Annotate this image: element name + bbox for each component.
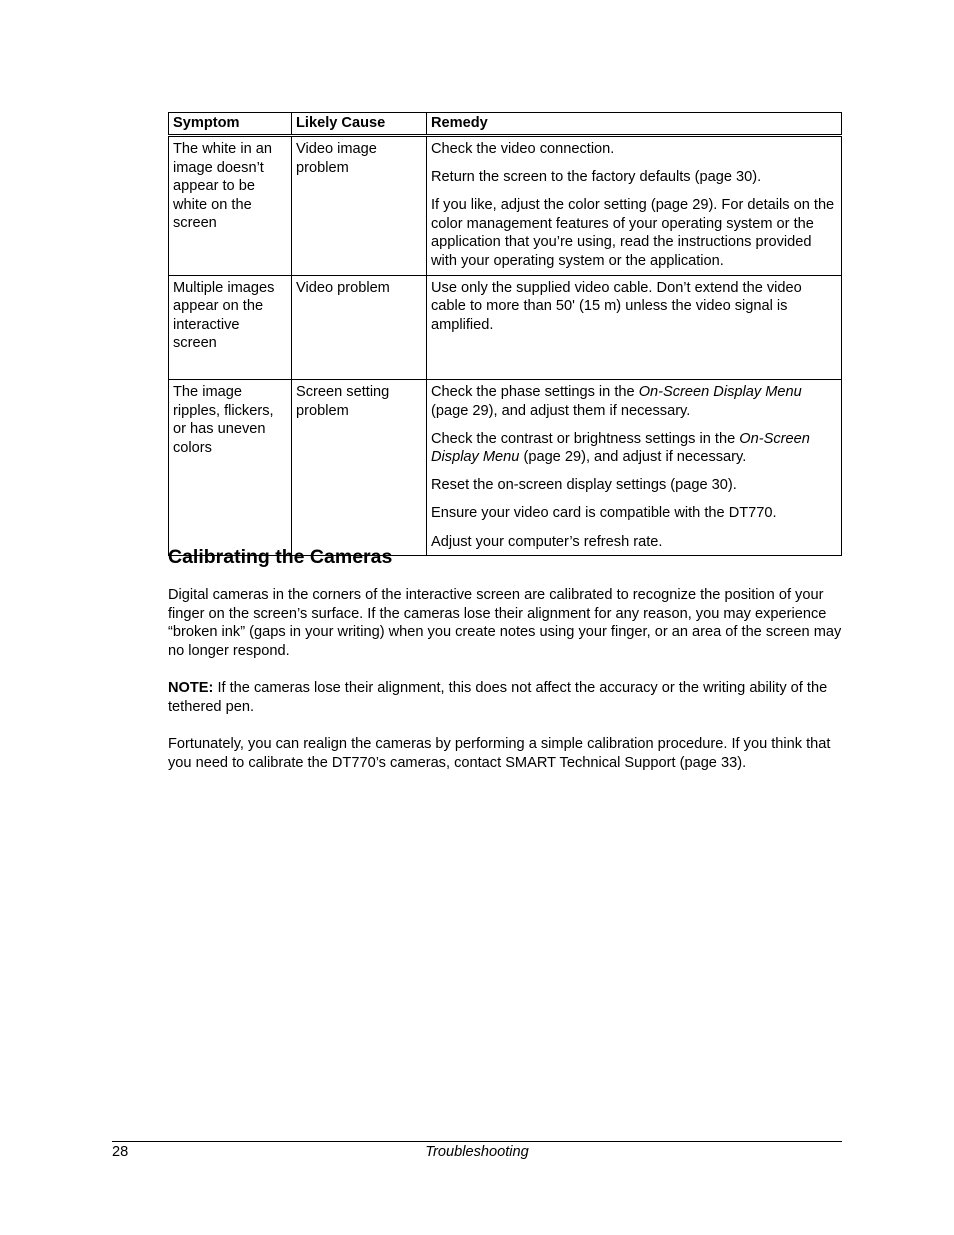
body-paragraph: Fortunately, you can realign the cameras by performing a simple calibration procedure. If you think that you need to calibrate the DT770’s cameras, contact SMART Technical Support (page 33). — [168, 736, 831, 771]
remedy-item: Check the contrast or brightness settings in the On-Screen Display Menu (page 29), and adjust if necessary. — [431, 430, 810, 466]
remedy-item: Return the screen to the factory defaults (page 30). — [431, 169, 762, 186]
remedy-item: Use only the supplied video cable. Don’t extend the video cable to more than 50' (15 m) unless the video signal is amplified. — [431, 279, 802, 333]
header-remedy: Remedy — [427, 113, 842, 136]
table-row — [169, 379, 842, 555]
note-label: NOTE: — [168, 680, 214, 696]
note-text: If the cameras lose their alignment, this does not affect the accuracy or the writing ability of the tethered pen. — [168, 680, 828, 715]
symptom-cell: The white in an image doesn’t appear to be white on the screen — [169, 136, 292, 276]
header-symptom: Symptom — [169, 113, 292, 136]
remedy-item: Reset the on-screen display settings (page 30). — [431, 477, 737, 494]
page-number: 28 — [112, 1144, 129, 1160]
cause-cell: Video image problem — [292, 136, 427, 276]
remedy-item: Check the phase settings in the On-Screen Display Menu (page 29), and adjust them if necessary. — [431, 383, 802, 419]
table-row — [169, 136, 842, 276]
remedy-cell — [427, 379, 842, 555]
symptom-cell: The image ripples, flickers, or has uneven colors — [169, 379, 292, 555]
header-likely-cause: Likely Cause — [292, 113, 427, 136]
table-row — [169, 275, 842, 379]
remedy-item: If you like, adjust the color setting (page 29). For details on the color management features of your operating system or the application that you’re using, read the instructions provided with your operating system or the application. — [431, 197, 835, 269]
troubleshooting-table — [168, 112, 842, 556]
symptom-cell: Multiple images appear on the interactive screen — [169, 275, 292, 379]
remedy-cell — [427, 136, 842, 276]
body-paragraph: Digital cameras in the corners of the interactive screen are calibrated to recognize the position of your finger on the screen’s surface. If the cameras lose their alignment for any reason, you may experience “broken ink” (gaps in your writing) when you create notes using your finger, or an area of the screen may no longer respond. — [168, 587, 842, 660]
remedy-item: Check the video connection. — [431, 141, 615, 157]
section-heading: Calibrating the Cameras — [168, 546, 393, 568]
remedy-item: Adjust your computer’s refresh rate. — [431, 533, 663, 550]
cause-cell: Video problem — [292, 275, 427, 379]
remedy-cell — [427, 275, 842, 379]
footer-chapter-title: Troubleshooting — [425, 1144, 529, 1160]
remedy-item: Ensure your video card is compatible with the DT770. — [431, 505, 777, 522]
cause-cell: Screen setting problem — [292, 379, 427, 555]
table-header-row — [169, 113, 842, 136]
note-paragraph — [168, 679, 842, 716]
footer-divider — [112, 1141, 842, 1142]
